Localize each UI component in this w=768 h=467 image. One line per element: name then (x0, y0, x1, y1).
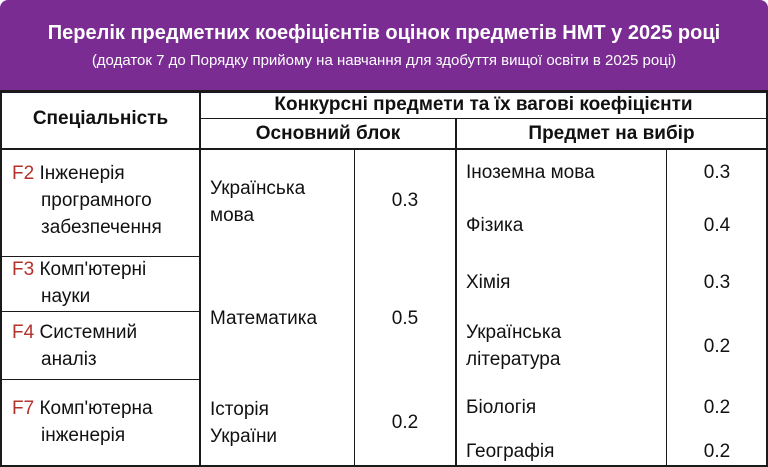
subject-name: Історія (210, 399, 269, 420)
subject-name: Українська (466, 322, 562, 343)
col-divider-main-block (455, 118, 457, 467)
specialty-name: забезпечення (41, 217, 162, 238)
subject-name: України (210, 426, 278, 447)
elective-coef-literature: 0.2 (703, 336, 731, 357)
specialty-name: програмного (41, 190, 152, 211)
main-coef-math: 0.5 (391, 308, 419, 329)
specialty-name: Комп'ютерна (39, 398, 153, 419)
column-header-specialty: Спеціальність (32, 108, 169, 129)
specialty-f2 (12, 160, 198, 241)
column-header-main-block: Основний блок (255, 123, 401, 144)
elective-coef-chemistry: 0.3 (703, 272, 731, 293)
header-banner (0, 0, 768, 90)
specialty-code: F7 (12, 398, 35, 419)
column-header-subjects: Конкурсні предмети та їх вагові коефіцієнти (274, 94, 693, 115)
elective-subject-physics: Фізика (466, 215, 524, 236)
row-divider-f3 (0, 311, 200, 312)
elective-subject-biology: Біологія (466, 397, 537, 418)
subject-name: Українська (210, 178, 306, 199)
elective-coef-foreign-language: 0.3 (703, 162, 731, 183)
subject-name: література (466, 349, 561, 370)
elective-coef-biology: 0.2 (703, 397, 731, 418)
main-subject-ukrainian (210, 175, 352, 229)
specialty-name: аналіз (41, 349, 97, 370)
page-title: Перелік предметних коефіцієнтів оцінок предметів НМТ у 2025 році (47, 22, 721, 44)
elective-subject-foreign-language: Іноземна мова (466, 162, 595, 183)
elective-coef-physics: 0.4 (703, 215, 731, 236)
column-header-elective: Предмет на вибір (528, 123, 695, 144)
row-divider-f4 (0, 379, 200, 380)
specialty-name: Комп'ютерні (39, 259, 147, 280)
main-subject-math: Математика (210, 308, 318, 329)
subject-name: мова (210, 205, 255, 226)
specialty-f4 (12, 319, 198, 373)
specialty-name: Інженерія (39, 163, 125, 184)
row-divider-subheader (199, 118, 768, 119)
specialty-name: науки (41, 286, 91, 307)
elective-subject-chemistry: Хімія (466, 272, 511, 293)
specialty-f3 (12, 256, 198, 310)
specialty-name: Системний (39, 322, 138, 343)
specialty-code: F3 (12, 259, 35, 280)
main-coef-ukrainian: 0.3 (391, 190, 419, 211)
elective-coef-geography: 0.2 (703, 441, 731, 462)
row-divider-header (0, 148, 768, 150)
main-coef-history: 0.2 (391, 412, 419, 433)
table-border-left (0, 90, 2, 467)
col-divider-elective-coef (666, 148, 667, 467)
specialty-code: F4 (12, 322, 35, 343)
specialty-code: F2 (12, 163, 35, 184)
elective-subject-literature (466, 319, 664, 373)
specialty-name: інженерія (41, 425, 126, 446)
col-divider-main-coef (354, 148, 355, 467)
page-subtitle: (додаток 7 до Порядку прийому на навчання для здобуття вищої освіти в 2025 році) (91, 52, 677, 69)
coefficients-table (0, 90, 768, 467)
specialty-f7 (12, 395, 198, 449)
elective-subject-geography: Географія (466, 441, 555, 462)
main-subject-history (210, 396, 352, 450)
